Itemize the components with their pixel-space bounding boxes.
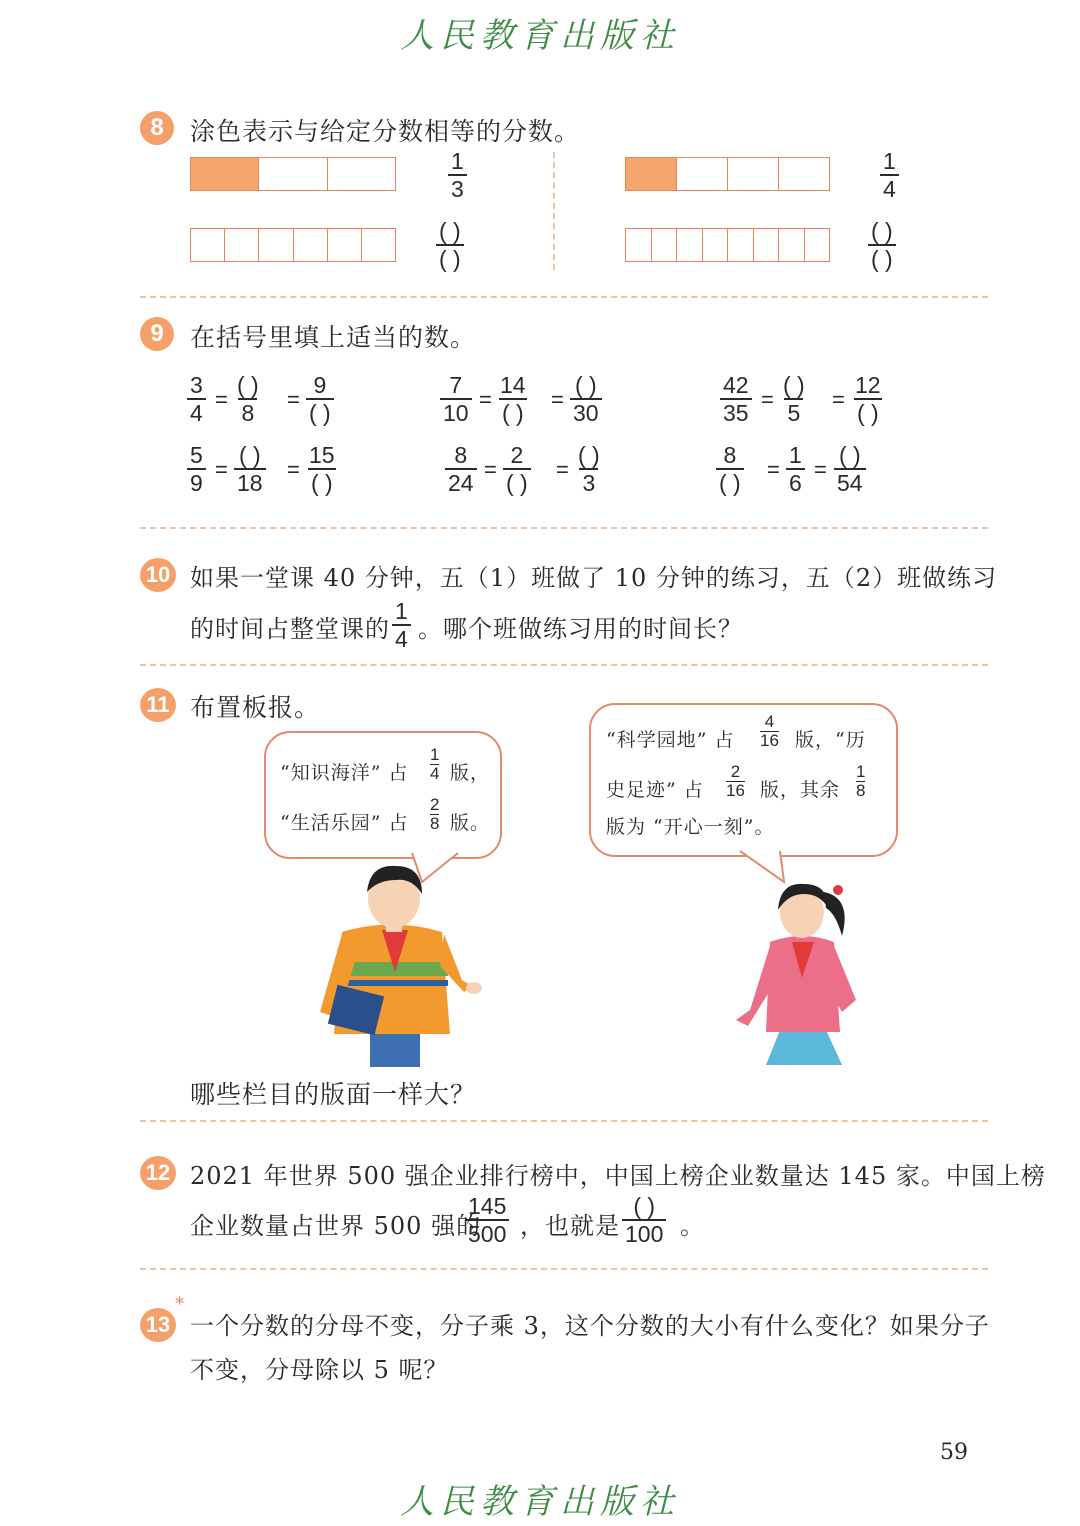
- boy-bubble-line2-end: 版。: [450, 812, 491, 834]
- numerator-blank[interactable]: ( ): [439, 218, 461, 244]
- equals-sign: =: [479, 387, 492, 412]
- q12-fraction-1: $\frac{145}{500}$: [465, 1193, 509, 1247]
- q10-fraction: $\frac{1}{4}$: [392, 598, 411, 652]
- question-12-line1: 2021 年世界 500 强企业排行榜中，中国上榜企业数量达 145 家。中国上榜: [190, 1162, 1046, 1190]
- girl-bubble-fraction-1: 4 16: [760, 712, 779, 750]
- question-10-line2-a: 的时间占整堂课的: [190, 615, 390, 643]
- question-12-line2-c: 。: [680, 1212, 705, 1240]
- fraction[interactable]: ( ) 54: [834, 442, 866, 496]
- bar-cell[interactable]: [677, 229, 703, 261]
- bar-cell-filled: [626, 158, 677, 190]
- girl-bubble-line2: 史足迹” 占: [606, 779, 704, 801]
- bar-cell[interactable]: [328, 229, 362, 261]
- question-11-number: 11: [140, 688, 176, 722]
- question-12-line2-b: ，也就是: [520, 1212, 620, 1240]
- equals-sign: =: [761, 387, 774, 412]
- numerator: 1: [883, 148, 896, 174]
- denominator-blank[interactable]: ( ): [436, 244, 464, 272]
- fraction: $\frac{1}{6}$: [786, 442, 805, 496]
- bar-cell[interactable]: [626, 229, 652, 261]
- q8-left-top-bar: [190, 157, 396, 191]
- fraction[interactable]: ( ) 18: [234, 442, 266, 496]
- section-divider: [140, 1268, 988, 1270]
- question-10-line2-b: 。哪个班做练习用的时间长？: [418, 615, 743, 643]
- question-13-line2: 不变，分母除以 5 呢？: [190, 1356, 449, 1384]
- bar-cell: [677, 158, 728, 190]
- boy-speech-bubble: [264, 731, 502, 859]
- equals-sign: =: [484, 457, 497, 482]
- fraction[interactable]: ( ) 5: [783, 372, 805, 426]
- bar-cell[interactable]: [703, 229, 729, 261]
- boy-bubble-line1-end: 版，: [450, 762, 491, 784]
- question-9-text: 在括号里填上适当的数。: [190, 323, 477, 352]
- fraction[interactable]: ( ) 8: [237, 372, 259, 426]
- fraction[interactable]: 15 ( ): [309, 442, 335, 496]
- bar-cell-filled: [191, 158, 259, 190]
- q8-right-given-fraction: [880, 148, 899, 202]
- q8-left-blank-fraction[interactable]: [436, 218, 464, 272]
- fraction[interactable]: 2 ( ): [503, 442, 531, 496]
- girl-bubble-line1: “科学园地” 占: [606, 729, 735, 751]
- section-divider: [140, 296, 988, 298]
- equals-sign: =: [832, 387, 845, 412]
- question-8-text: 涂色表示与给定分数相等的分数。: [190, 117, 581, 146]
- question-13-number: 13: [140, 1308, 176, 1342]
- fraction[interactable]: ( ) 30: [570, 372, 602, 426]
- bar-cell: [779, 158, 829, 190]
- equals-sign: =: [215, 457, 228, 482]
- numerator: 1: [451, 148, 464, 174]
- section-divider: [140, 1120, 988, 1122]
- denominator-blank[interactable]: ( ): [868, 244, 896, 272]
- section-divider: [140, 527, 988, 529]
- girl-bubble-fraction-3: 1 8: [856, 762, 866, 800]
- denominator: 4: [880, 174, 899, 202]
- bar-cell: [259, 158, 327, 190]
- numerator-blank[interactable]: ( ): [871, 218, 893, 244]
- fraction: $\frac{3}{4}$: [187, 372, 206, 426]
- section-divider: [140, 664, 988, 666]
- bar-cell: [328, 158, 395, 190]
- girl-bubble-line3: 版为 “开心一刻”。: [606, 816, 775, 838]
- q8-right-blank-fraction[interactable]: [868, 218, 896, 272]
- fraction[interactable]: 14 ( ): [500, 372, 526, 426]
- equals-sign: =: [556, 457, 569, 482]
- equals-sign: =: [287, 387, 300, 412]
- bar-cell[interactable]: [225, 229, 259, 261]
- question-12-line2-a: 企业数量占世界 500 强的: [190, 1212, 482, 1240]
- bar-cell: [728, 158, 779, 190]
- equals-sign: =: [287, 457, 300, 482]
- equals-sign: =: [767, 457, 780, 482]
- girl-illustration: [730, 880, 870, 1070]
- boy-bubble-line1: “知识海洋” 占: [280, 762, 409, 784]
- question-12-number: 12: [140, 1156, 176, 1190]
- bar-cell[interactable]: [728, 229, 754, 261]
- fraction: $\frac{42}{35}$: [720, 372, 752, 426]
- publisher-header: 人民教育出版社: [400, 16, 680, 56]
- fraction: $\frac{8}{24}$: [445, 442, 477, 496]
- boy-bubble-fraction-1: 1 4: [430, 745, 440, 783]
- bar-cell[interactable]: [754, 229, 780, 261]
- equals-sign: =: [551, 387, 564, 412]
- q8-right-top-bar: [625, 157, 830, 191]
- boy-bubble-fraction-2: 2 8: [430, 795, 440, 833]
- boy-illustration: [312, 862, 482, 1068]
- bar-cell[interactable]: [294, 229, 328, 261]
- question-10-number: 10: [140, 558, 176, 592]
- bar-cell[interactable]: [652, 229, 678, 261]
- optional-star: *: [175, 1294, 184, 1315]
- q8-left-given-fraction: [448, 148, 467, 202]
- question-8-number: 8: [140, 111, 174, 145]
- question-9-number: 9: [140, 317, 174, 351]
- q12-fraction-2[interactable]: ( ) 100: [622, 1193, 666, 1247]
- bar-cell[interactable]: [362, 229, 395, 261]
- q8-left-bottom-bar[interactable]: [190, 228, 396, 262]
- bar-cell[interactable]: [191, 229, 225, 261]
- girl-bubble-fraction-2: 2 16: [726, 762, 745, 800]
- fraction[interactable]: 8 ( ): [716, 442, 744, 496]
- q8-separator: [553, 152, 555, 270]
- boy-bubble-line2: “生活乐园” 占: [280, 812, 409, 834]
- question-11-text: 布置板报。: [190, 693, 321, 722]
- girl-bubble-line1-end: 版，“历: [795, 729, 866, 751]
- question-13-line1: 一个分数的分母不变，分子乘 3，这个分数的大小有什么变化？如果分子: [190, 1312, 990, 1340]
- fraction[interactable]: 12 ( ): [855, 372, 881, 426]
- bar-cell[interactable]: [779, 229, 805, 261]
- question-11-prompt: 哪些栏目的版面一样大？: [190, 1080, 477, 1109]
- page-number: 59: [940, 1440, 968, 1465]
- q8-right-bottom-bar[interactable]: [625, 228, 830, 262]
- equals-sign: =: [215, 387, 228, 412]
- fraction: $\frac{5}{9}$: [187, 442, 206, 496]
- fraction[interactable]: ( ) 3: [578, 442, 600, 496]
- fraction[interactable]: 9 ( ): [306, 372, 334, 426]
- bar-cell[interactable]: [805, 229, 830, 261]
- denominator: 3: [448, 174, 467, 202]
- publisher-footer: 人民教育出版社: [400, 1482, 680, 1522]
- fraction: $\frac{7}{10}$: [440, 372, 472, 426]
- question-10-line1: 如果一堂课 40 分钟，五（1）班做了 10 分钟的练习，五（2）班做练习: [190, 564, 998, 592]
- equals-sign: =: [814, 457, 827, 482]
- girl-bubble-line2-mid: 版，其余: [760, 779, 841, 801]
- bar-cell[interactable]: [259, 229, 293, 261]
